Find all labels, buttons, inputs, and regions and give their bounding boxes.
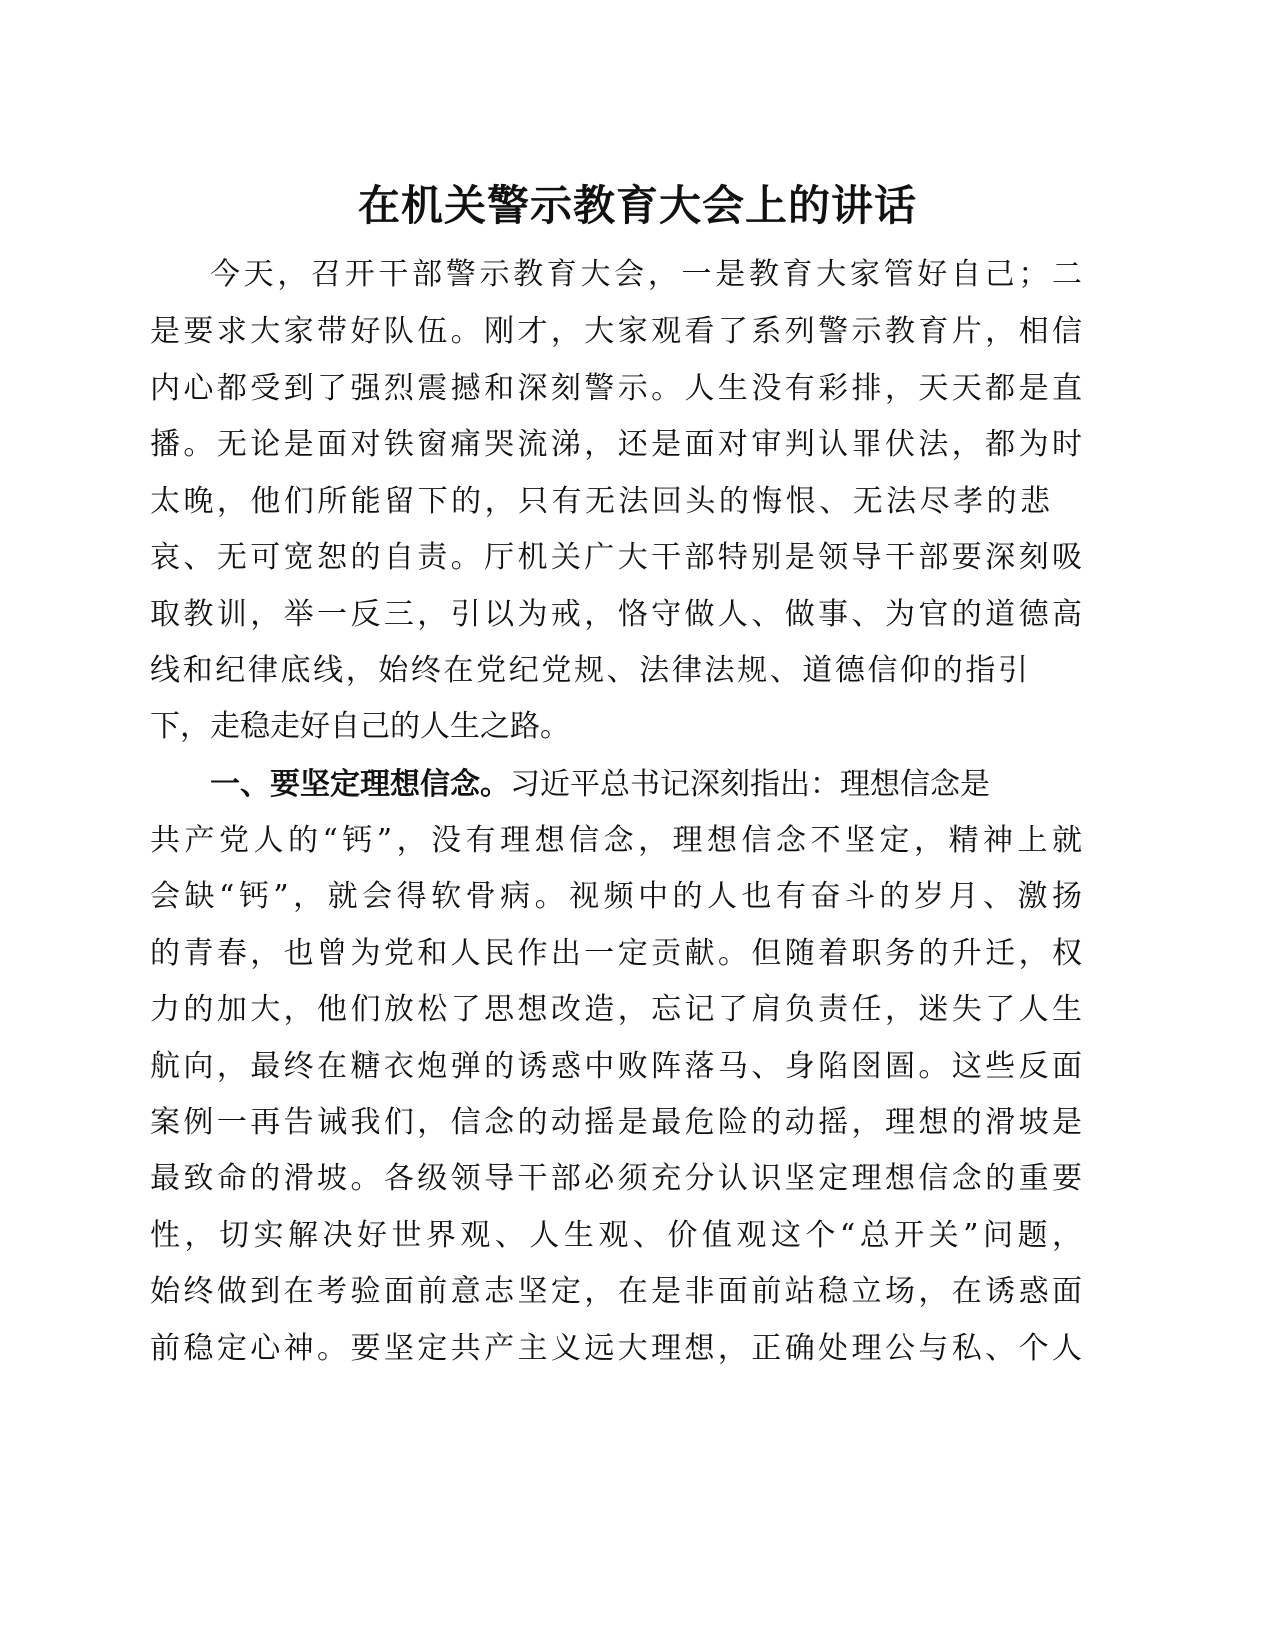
paragraph-line: 哀、无可宽恕的自责。厅机关广大干部特别是领导干部要深刻吸 — [150, 540, 1082, 575]
section-heading: 一、要坚定理想信念。 — [210, 767, 510, 802]
paragraph-line: 案例一再告诫我们，信念的动摇是最危险的动摇，理想的滑坡是 — [150, 1105, 1082, 1140]
paragraph-line: 的青春，也曾为党和人民作出一定贡献。但随着职务的升迁，权 — [150, 936, 1082, 971]
paragraph-line: 太晚，他们所能留下的，只有无法回头的悔恨、无法尽孝的悲 — [150, 484, 1050, 519]
paragraph-line: 下，走稳走好自己的人生之路。 — [150, 709, 570, 744]
paragraph-line: 线和纪律底线，始终在党纪党规、法律法规、道德信仰的指引 — [150, 653, 1028, 688]
paragraph-line: 前稳定心神。要坚定共产主义远大理想，正确处理公与私、个人 — [150, 1331, 1082, 1366]
paragraph-line: 性，切实解决好世界观、人生观、价值观这个“总开关”问题， — [150, 1218, 1082, 1253]
section-heading-line — [210, 756, 1082, 813]
paragraph-line: 力的加大，他们放松了思想改造，忘记了肩负责任，迷失了人生 — [150, 992, 1082, 1027]
paragraph-line: 内心都受到了强烈震撼和深刻警示。人生没有彩排，天天都是直 — [150, 371, 1082, 406]
paragraph-line: 是要求大家带好队伍。刚才，大家观看了系列警示教育片，相信 — [150, 314, 1082, 349]
paragraph-line: 始终做到在考验面前意志坚定，在是非面前站稳立场，在诱惑面 — [150, 1274, 1082, 1309]
paragraph-line: 会缺“钙”，就会得软骨病。视频中的人也有奋斗的岁月、激扬 — [150, 879, 1082, 914]
paragraph-line: 播。无论是面对铁窗痛哭流涕，还是面对审判认罪伏法，都为时 — [150, 427, 1082, 462]
paragraph-line: 最致命的滑坡。各级领导干部必须充分认识坚定理想信念的重要 — [150, 1161, 1082, 1196]
document-title: 在机关警示教育大会上的讲话 — [357, 181, 917, 230]
paragraph-line: 共产党人的“钙”，没有理想信念，理想信念不坚定，精神上就 — [150, 823, 1082, 858]
paragraph-line: 今天，召开干部警示教育大会，一是教育大家管好自己；二 — [210, 257, 1082, 292]
paragraph-line: 取教训，举一反三，引以为戒，恪守做人、做事、为官的道德高 — [150, 597, 1082, 632]
paragraph-line: 航向，最终在糖衣炮弹的诱惑中败阵落马、身陷囹圄。这些反面 — [150, 1049, 1082, 1084]
section-first-line-text: 习近平总书记深刻指出：理想信念是 — [510, 767, 990, 802]
